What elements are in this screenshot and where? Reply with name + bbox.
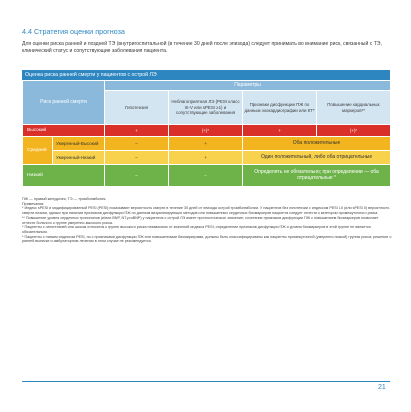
subheader-rv-dysfunction: Признаки дисфункции ПЖ по данным эхокардиографии или КТ* (243, 91, 317, 125)
note-abbrev: ПЖ — правый желудочек; ТЭ — тромбоэмболия. (22, 197, 107, 201)
risk-label-low: Низкий (23, 165, 105, 187)
note-heading: Примечания: (22, 201, 45, 206)
cell-high-3: + (243, 125, 317, 137)
cell-midhigh-1: – (105, 137, 169, 151)
row-mid-high-risk (23, 137, 391, 151)
risk-label-mid: Средний (23, 137, 53, 165)
cell-high-2: (+)* (169, 125, 243, 137)
page-number: 21 (378, 384, 386, 391)
row-mid-low-risk (23, 151, 391, 165)
cell-midlow-merged: Один положительный, либо оба отрицательные (243, 151, 391, 165)
cell-low-2: – (169, 165, 243, 187)
header-params: Параметры (105, 81, 391, 91)
cell-midhigh-merged: Оба положительные (243, 137, 391, 151)
note-item: * Пациенты с гипотензией или шоком относятся к группе высокого риска независимо от значений индекса PESI; определение признаков дисфункции ПЖ и уровня биомаркеров в этой группе не является обязательным. (22, 225, 371, 234)
cell-high-1: + (105, 125, 169, 137)
risk-label-high: Высокий (23, 125, 105, 137)
section-title: 4.4 Стратегия оценки прогноза (22, 27, 125, 36)
cell-midlow-2: + (169, 151, 243, 165)
note-item: * Пациенты с низким индексом PESI, но с признаками дисфункции ПЖ или повышенными биомаркерами, должны быть классифицированы как пациенты промежуточной (умеренно-низкой) группы риска; решение о ранней выписке и амбулаторном лечении в этом случае не рекомендуется. (22, 234, 392, 244)
risk-table (22, 70, 390, 187)
risk-grid (22, 80, 391, 187)
cell-low-1: – (105, 165, 169, 187)
cell-low-merged: Определять не обязательно; при определении — оба отрицательные * (243, 165, 391, 187)
note-item: ** Повышение уровня сердечных тропонинов (и/или BNP, NT-proBNP) у пациентов с острой ЛЭ имеет прогностическое значение; сочетание признаков дисфункции ПЖ с повышением биомаркеров позволяет отнести больного к группе умеренно-высокого риска. (22, 215, 379, 225)
footer-divider (22, 381, 390, 382)
cell-midlow-1: – (105, 151, 169, 165)
subheader-hypotension: Гипотензия (105, 91, 169, 125)
cell-midhigh-2: + (169, 137, 243, 151)
intro-paragraph: Для оценки риска ранней и поздней ТЭ (внутригоспитальной (в течение 30 дней после эпизода) следует принимать во внимание риск, связанный с ТЭ, клинический статус и сопутствующие заболевания пациента. (22, 41, 382, 55)
row-high-risk (23, 125, 391, 137)
row-low-risk (23, 165, 391, 187)
cell-high-4: (+)* (317, 125, 391, 137)
risk-label-mid-low: Умеренный-Низкий (53, 151, 105, 165)
header-risk: Риск ранней смерти (23, 81, 105, 125)
risk-label-mid-high: Умеренный-Высокий (53, 137, 105, 151)
note-item: * Индекс sPESI и модифицированный PESI (PESI) показывают вероятность смерти в течение 30 дней от эпизода острой тромбоэмболии. У пациентов без гипотензии с индексом PESI I-II (или sPESI 0) вероятность смерти низкая, однако при наличии признаков дисфункции ПЖ по данным визуализирующих методов или повышенных сердечных биомаркеров пациента следует отнести к категории промежуточного риска. (22, 206, 390, 216)
table-notes (22, 197, 392, 244)
subheader-pesi: Неблагоприятная ЛЭ (PESI класс III-V или sPESI ≥1) и сопутствующие заболевания (169, 91, 243, 125)
table-caption: Оценка риска ранней смерти у пациентов с острой ЛЭ (22, 70, 390, 80)
subheader-markers: Повышение кардиальных маркеров** (317, 91, 391, 125)
